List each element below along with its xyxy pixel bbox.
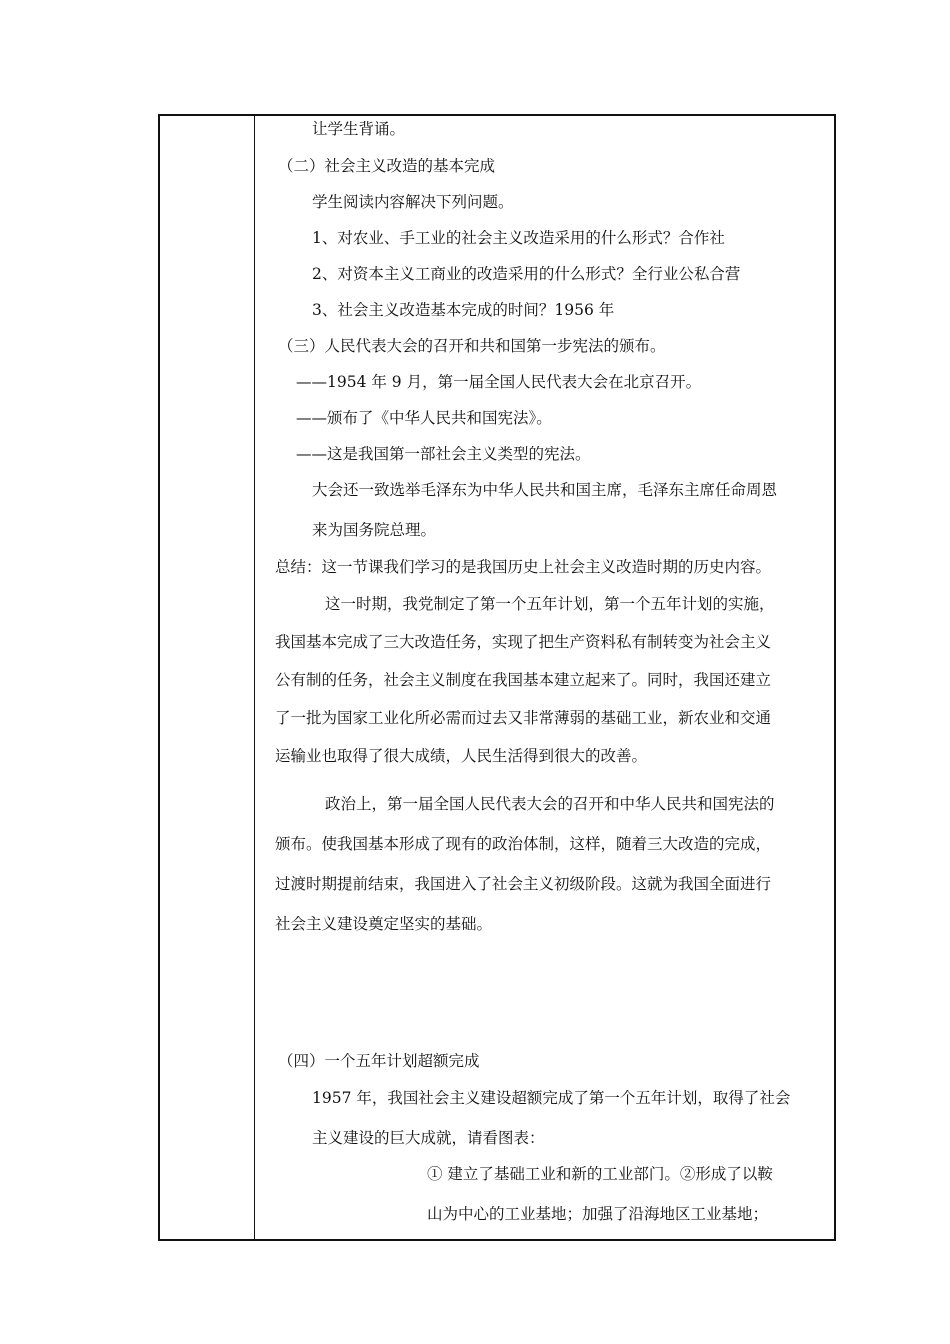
summary-line-6: 政治上，第一届全国人民代表大会的召开和中华人民共和国宪法的 bbox=[325, 795, 775, 813]
summary-line-2: 我国基本完成了三大改造任务，实现了把生产资料私有制转变为社会主义 bbox=[275, 633, 772, 651]
text-line-11: 大会还一致选举毛泽东为中华人民共和国主席，毛泽东主席任命周恩 bbox=[312, 481, 778, 499]
summary-line-8: 过渡时期提前结束，我国进入了社会主义初级阶段。这就为我国全面进行 bbox=[275, 875, 772, 893]
summary-line-4: 了一批为国家工业化所必需而过去又非常薄弱的基础工业，新农业和交通 bbox=[275, 709, 772, 727]
question-3: 3、社会主义改造基本完成的时间？1956 年 bbox=[312, 301, 615, 319]
summary-line-5: 运输业也取得了很大成绩，人民生活得到很大的改善。 bbox=[275, 747, 648, 765]
summary-line-7: 颁布。使我国基本形成了现有的政治体制，这样，随着三大改造的完成， bbox=[275, 835, 772, 853]
text-line-25: 主义建设的巨大成就，请看图表： bbox=[312, 1129, 545, 1147]
question-1: 1、对农业、手工业的社会主义改造采用的什么形式？合作社 bbox=[312, 229, 725, 247]
text-line-3: 学生阅读内容解决下列问题。 bbox=[312, 193, 514, 211]
summary-line-1: 这一时期，我党制定了第一个五年计划，第一个五年计划的实施， bbox=[325, 595, 775, 613]
text-line-24: 1957 年，我国社会主义建设超额完成了第一个五年计划，取得了社会 bbox=[312, 1089, 791, 1107]
dash-line-3: ——这是我国第一部社会主义类型的宪法。 bbox=[296, 445, 591, 463]
section-heading-4: （四）一个五年计划超额完成 bbox=[278, 1052, 480, 1070]
section-heading-3: （三）人民代表大会的召开和共和国第一步宪法的颁布。 bbox=[278, 337, 666, 355]
achievement-line-1: ① 建立了基础工业和新的工业部门。②形成了以鞍 bbox=[427, 1165, 773, 1183]
dash-line-1: ——1954 年 9 月，第一届全国人民代表大会在北京召开。 bbox=[296, 373, 702, 391]
summary-heading: 总结：这一节课我们学习的是我国历史上社会主义改造时期的历史内容。 bbox=[275, 558, 772, 576]
section-heading-2: （二）社会主义改造的基本完成 bbox=[278, 157, 496, 175]
text-line-12: 来为国务院总理。 bbox=[312, 521, 437, 539]
summary-line-9: 社会主义建设奠定坚实的基础。 bbox=[275, 915, 493, 933]
text-line-1: 让学生背诵。 bbox=[312, 120, 406, 138]
question-2: 2、对资本主义工商业的改造采用的什么形式？全行业公私合营 bbox=[312, 265, 741, 283]
achievement-line-2: 山为中心的工业基地；加强了沿海地区工业基地； bbox=[427, 1205, 769, 1223]
summary-line-3: 公有制的任务，社会主义制度在我国基本建立起来了。同时，我国还建立 bbox=[275, 671, 772, 689]
dash-line-2: ——颁布了《中华人民共和国宪法》。 bbox=[296, 409, 552, 427]
column-divider bbox=[254, 116, 255, 1239]
